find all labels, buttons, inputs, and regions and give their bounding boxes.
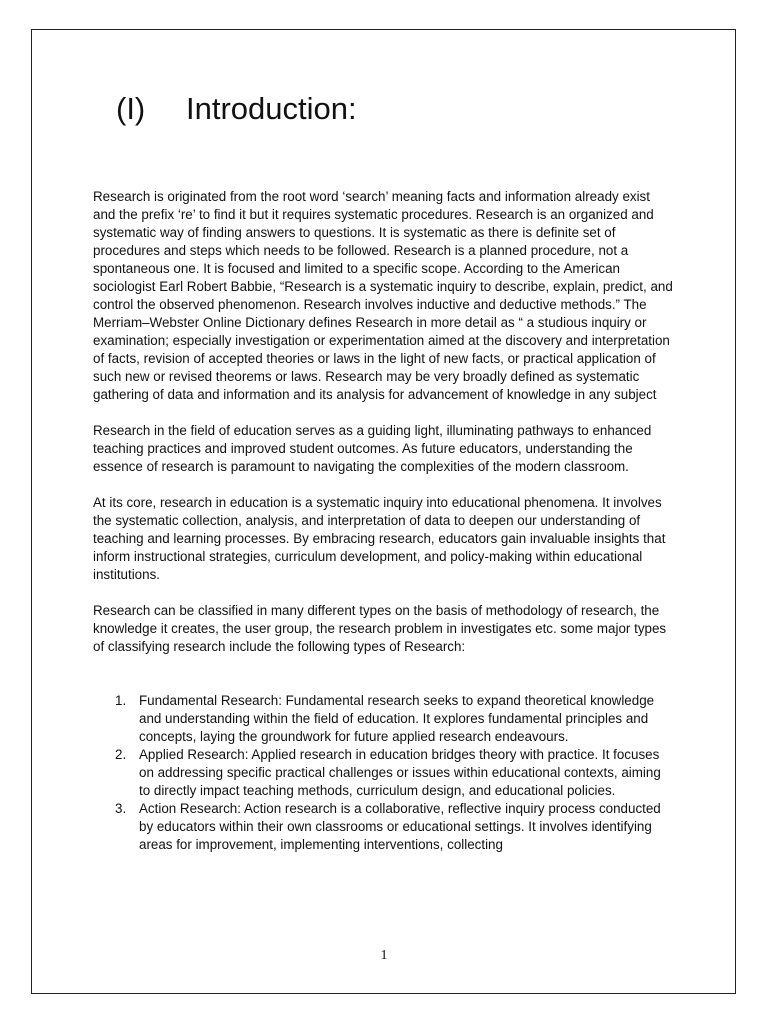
section-number: (I) — [116, 91, 146, 126]
paragraph-education-guiding-light: Research in the field of education serves as a guiding light, illuminating pathways to enhanced teaching practices and improved student outcomes. As future educators, understanding the essence of research is paramount to navigating the complexities of the modern classroom. — [93, 423, 652, 474]
list-item-text: Action Research: Action research is a collaborative, reflective inquiry process conducted by educators within their own classrooms or educational settings. It involves identifying areas for improvement, implementing interventions, collecting — [139, 801, 661, 852]
paragraph-classification: Research can be classified in many different types on the basis of methodology of research, the knowledge it creates, the user group, the research problem in investigates etc. some major types of classifying research include the following types of Research: — [93, 603, 667, 654]
list-item-text: Fundamental Research: Fundamental research seeks to expand theoretical knowledge and understanding within the field of education. It explores fundamental principles and concepts, laying the groundwork for future applied research endeavours. — [139, 693, 655, 744]
page-number: 1 — [380, 948, 388, 963]
research-types-list — [93, 692, 675, 854]
section-heading — [116, 86, 357, 132]
paragraph-definition: Research is originated from the root word ‘search’ meaning facts and information already exist and the prefix ‘re’ to find it but it requires systematic procedures. Research is an organized and systematic way of finding answers to questions. It is systematic as there is definite set of procedures and steps which needs to be followed. Research is a planned procedure, not a spontaneous one. It is focused and limited to a specific scope. According to the American sociologist Earl Robert Babbie, “Research is a systematic inquiry to describe, explain, predict, and control the observed phenomenon. Research involves inductive and deductive methods.” The Merriam–Webster Online Dictionary defines Research in more detail as “ a studious inquiry or examination; especially investigation or experimentation aimed at the discovery and interpretation of facts, revision of accepted theories or laws in the light of new facts, or practical application of such new or revised theorems or laws. Research may be very broadly defined as systematic gathering of data and information and its analysis for advancement of knowledge in any subject — [93, 189, 673, 402]
list-marker: 2. — [115, 747, 127, 762]
list-marker: 1. — [115, 693, 127, 708]
list-item — [93, 692, 675, 746]
list-item — [93, 746, 675, 800]
list-item — [93, 800, 675, 854]
list-item-text: Applied Research: Applied research in education bridges theory with practice. It focuses on addressing specific practical challenges or issues within educational contexts, aiming to directly impact teaching methods, curriculum design, and educational policies. — [139, 747, 661, 798]
document-body — [93, 188, 675, 854]
section-title: Introduction: — [186, 91, 357, 126]
paragraph-systematic-inquiry: At its core, research in education is a systematic inquiry into educational phenomena. It involves the systematic collection, analysis, and interpretation of data to deepen our understanding of teaching and learning processes. By embracing research, educators gain invaluable insights that inform instructional strategies, curriculum development, and policy-making within educational institutions. — [93, 495, 666, 582]
list-marker: 3. — [115, 801, 127, 816]
